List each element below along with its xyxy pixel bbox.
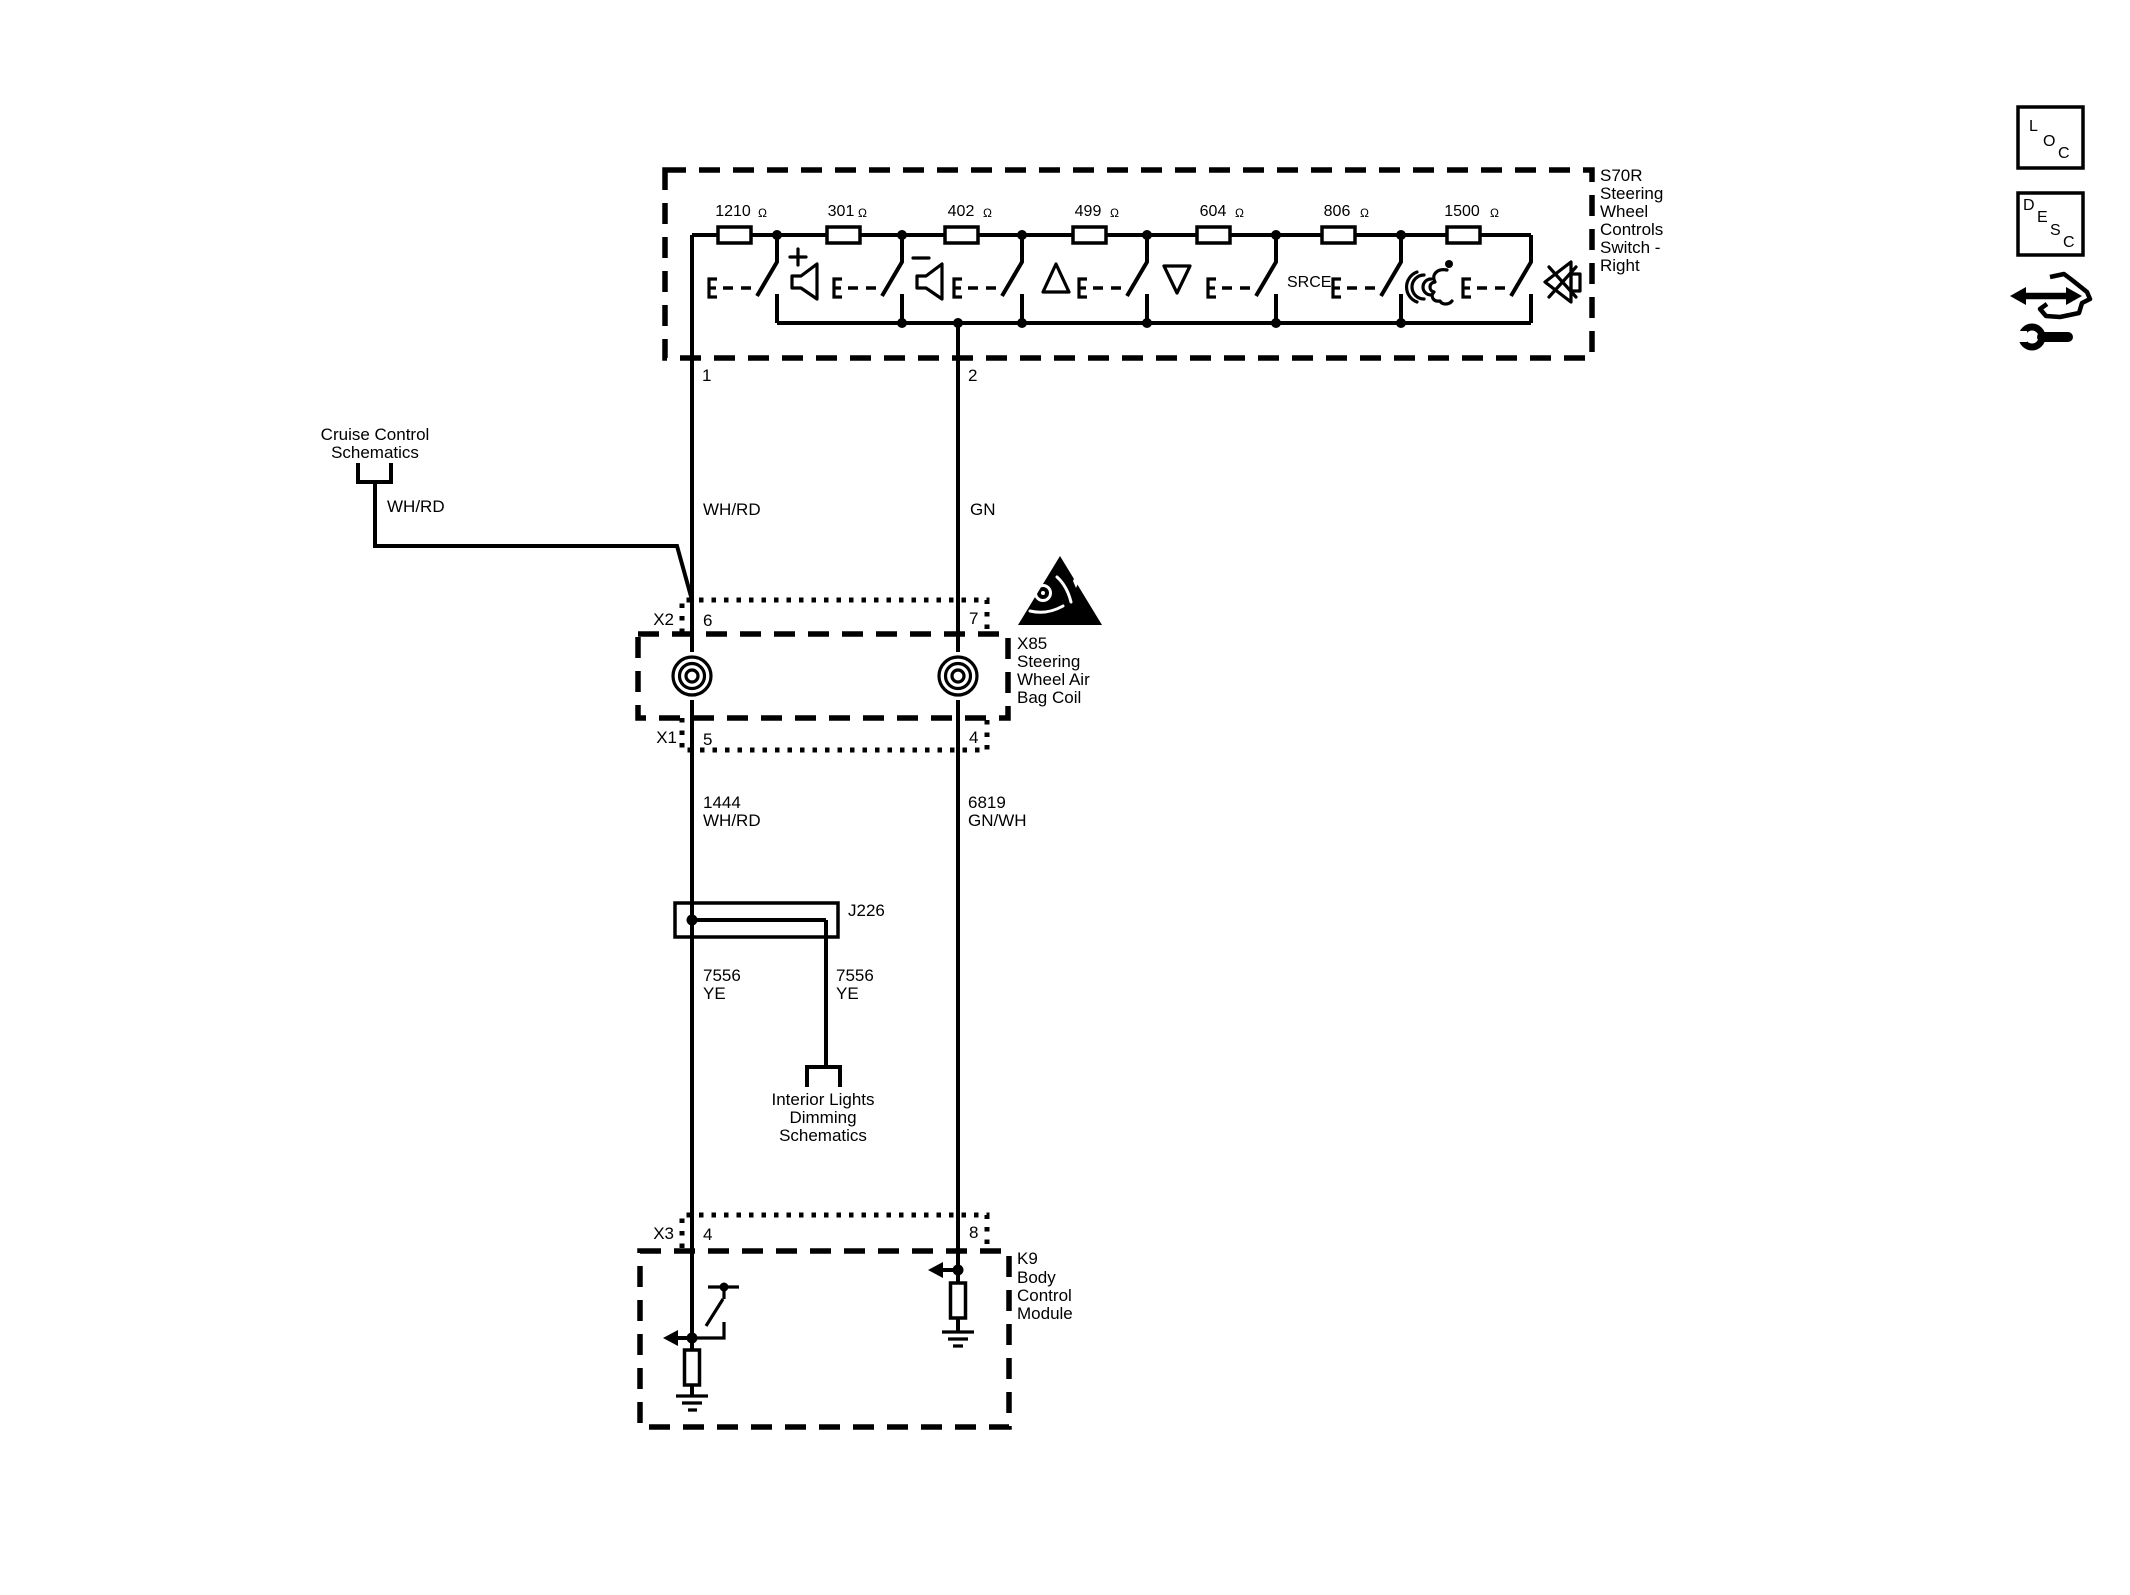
cruise-wire-color-label: WH/RD	[387, 497, 445, 516]
svg-text:Steering: Steering	[1600, 184, 1664, 203]
ohm-symbol: Ω	[758, 206, 767, 220]
resistor-value: 402	[947, 203, 975, 220]
svg-text:YE: YE	[836, 984, 859, 1003]
svg-text:L: L	[2029, 118, 2038, 135]
junction-dot	[772, 230, 782, 240]
svg-text:Dimming: Dimming	[789, 1108, 857, 1127]
ohm-symbol: Ω	[858, 206, 867, 220]
svg-text:S: S	[2050, 222, 2061, 239]
ohm-symbol: Ω	[1490, 206, 1499, 220]
junction-dot	[1142, 230, 1152, 240]
x1-connector-label: X1	[656, 728, 677, 747]
ohm-symbol: Ω	[1360, 206, 1369, 220]
junction-dot	[1396, 318, 1406, 328]
internal-resistor	[685, 1350, 700, 1385]
svg-text:7556: 7556	[703, 966, 741, 985]
svg-text:Bag Coil: Bag Coil	[1017, 688, 1082, 707]
x1-pin-4: 4	[969, 728, 979, 747]
x3-pin-4: 4	[703, 1225, 713, 1244]
x3-connector-label: X3	[653, 1224, 674, 1243]
x3-pin-8: 8	[969, 1223, 979, 1242]
svg-text:WH/RD: WH/RD	[703, 811, 761, 830]
svg-text:O: O	[2043, 133, 2056, 150]
svg-text:Schematics: Schematics	[331, 443, 419, 462]
junction-dot	[1017, 318, 1027, 328]
svg-text:Cruise Control: Cruise Control	[320, 425, 430, 444]
junction-dot	[897, 230, 907, 240]
source-label: SRCE	[1287, 274, 1332, 291]
svg-text:Module: Module	[1017, 1304, 1073, 1323]
resistor-value: 301	[827, 203, 855, 220]
svg-text:Schematics: Schematics	[779, 1126, 867, 1145]
x1-pin-5: 5	[703, 730, 713, 749]
svg-text:Wheel: Wheel	[1600, 202, 1649, 221]
junction-dot	[1017, 230, 1027, 240]
svg-text:7556: 7556	[836, 966, 874, 985]
left-wire-color-label: WH/RD	[703, 500, 761, 519]
svg-text:X85: X85	[1017, 634, 1048, 653]
svg-text:YE: YE	[703, 984, 726, 1003]
svg-text:6819: 6819	[968, 793, 1006, 812]
junction-dot	[1396, 230, 1406, 240]
internal-resistor	[951, 1283, 966, 1318]
x2-connector-label: X2	[653, 610, 674, 629]
junction-dot	[1271, 230, 1281, 240]
ohm-symbol: Ω	[1110, 206, 1119, 220]
svg-text:K9: K9	[1017, 1249, 1038, 1268]
resistor-value: 1500	[1444, 203, 1480, 220]
resistor-value: 604	[1199, 203, 1227, 220]
svg-text:Steering: Steering	[1017, 652, 1081, 671]
x2-pin-6: 6	[703, 611, 713, 630]
svg-text:GN/WH: GN/WH	[968, 811, 1027, 830]
svg-text:Body: Body	[1017, 1268, 1056, 1287]
junction-dot	[897, 318, 907, 328]
junction-dot	[687, 915, 698, 926]
svg-text:C: C	[2063, 234, 2075, 251]
junction-dot	[1271, 318, 1281, 328]
svg-text:Controls: Controls	[1600, 220, 1664, 239]
resistor-value: 806	[1323, 203, 1351, 220]
svg-text:D: D	[2023, 197, 2035, 214]
svg-text:Wheel Air: Wheel Air	[1017, 670, 1090, 689]
svg-text:1444: 1444	[703, 793, 741, 812]
svg-text:E: E	[2037, 209, 2048, 226]
svg-text:C: C	[2058, 145, 2070, 162]
s70r-pin-2: 2	[968, 366, 978, 385]
svg-text:Switch -: Switch -	[1600, 238, 1661, 257]
junction-dot	[1142, 318, 1152, 328]
svg-text:Right: Right	[1600, 256, 1640, 275]
ohm-symbol: Ω	[983, 206, 992, 220]
resistor-value: 499	[1074, 203, 1102, 220]
resistor-value: 1210	[715, 203, 751, 220]
svg-text:S70R: S70R	[1600, 166, 1643, 185]
s70r-pin-1: 1	[702, 366, 712, 385]
ohm-symbol: Ω	[1235, 206, 1244, 220]
right-wire-color-label: GN	[970, 500, 996, 519]
x2-pin-7: 7	[969, 609, 979, 628]
splice-label: J226	[848, 901, 885, 920]
svg-text:Control: Control	[1017, 1286, 1072, 1305]
svg-text:Interior Lights: Interior Lights	[771, 1090, 875, 1109]
